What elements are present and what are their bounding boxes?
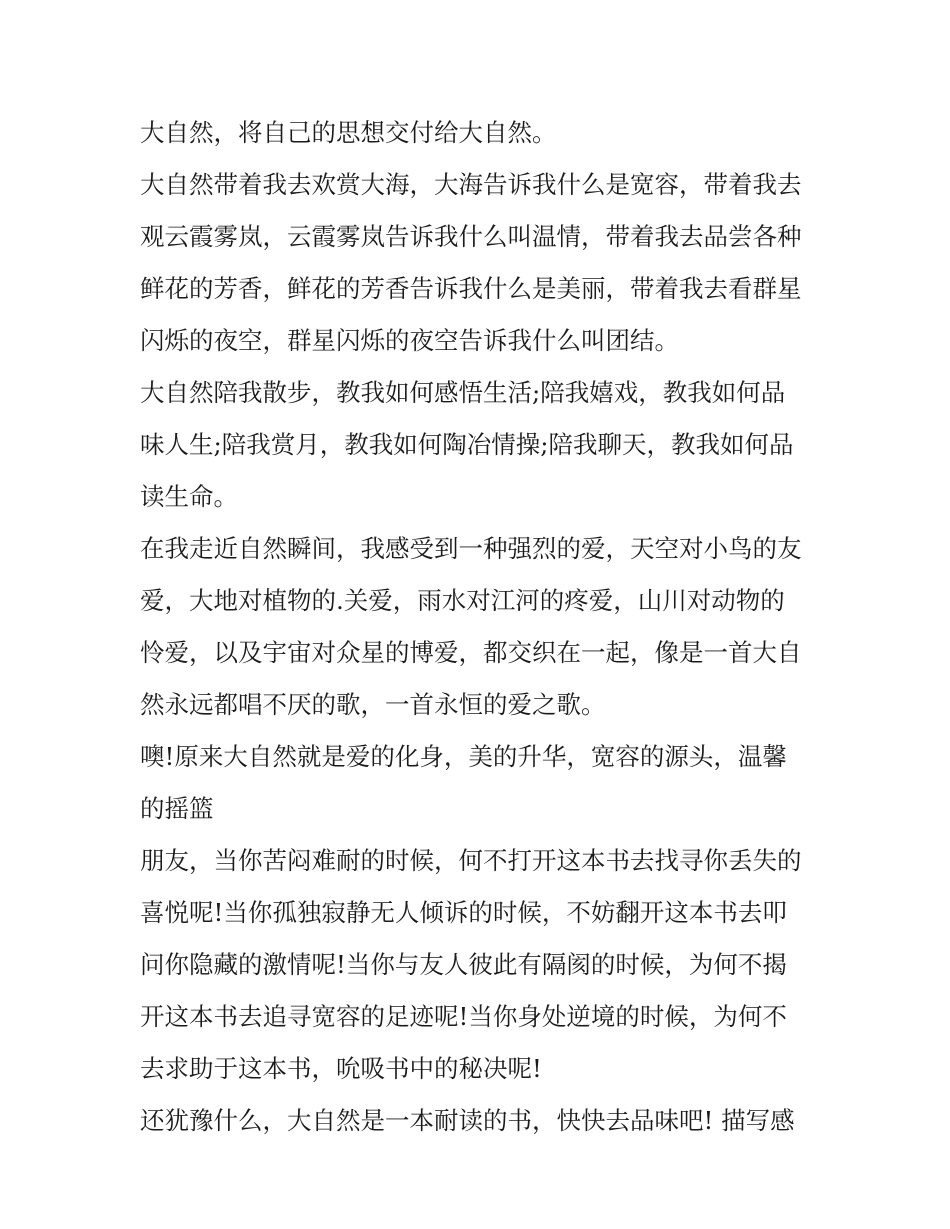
text-line: 开这本书去追寻宽容的足迹呢!当你身处逆境的时候，为何不 (140, 1002, 787, 1031)
text-line: 鲜花的芳香，鲜花的芳香告诉我什么是美丽，带着我去看群星 (140, 274, 802, 303)
document-body (140, 107, 820, 1147)
text-line: 大自然，将自己的思想交付给大自然。 (140, 118, 557, 147)
text-line: 问你隐藏的激情呢!当你与友人彼此有隔阂的时候，为何不揭 (140, 950, 787, 979)
text-line: 味人生;陪我赏月，教我如何陶冶情操;陪我聊天，教我如何品 (140, 430, 794, 459)
text-line: 还犹豫什么，大自然是一本耐读的书，快快去品味吧! 描写感 (140, 1106, 795, 1135)
text-line: 朋友，当你苦闷难耐的时候，何不打开这本书去找寻你丢失的 (140, 846, 802, 875)
text-line: 爱，大地对植物的.关爱，雨水对江河的疼爱，山川对动物的 (140, 586, 785, 615)
text-line: 然永远都唱不厌的歌，一首永恒的爱之歌。 (140, 690, 606, 719)
text-line: 去求助于这本书，吮吸书中的秘决呢! (140, 1054, 542, 1083)
text-line: 在我走近自然瞬间，我感受到一种强烈的爱，天空对小鸟的友 (140, 534, 802, 563)
text-line: 大自然带着我去欢赏大海，大海告诉我什么是宽容，带着我去 (140, 170, 802, 199)
text-line: 噢!原来大自然就是爱的化身，美的升华，宽容的源头，温馨 (140, 742, 787, 771)
text-line: 读生命。 (140, 482, 238, 511)
text-line: 的摇篮 (140, 794, 214, 823)
text-line: 大自然陪我散步，教我如何感悟生活;陪我嬉戏，教我如何品 (140, 378, 786, 407)
text-line: 观云霞雾岚，云霞雾岚告诉我什么叫温情，带着我去品尝各种 (140, 222, 802, 251)
text-line: 闪烁的夜空，群星闪烁的夜空告诉我什么叫团结。 (140, 326, 679, 355)
text-line: 怜爱，以及宇宙对众星的博爱，都交织在一起，像是一首大自 (140, 638, 802, 667)
text-line: 喜悦呢!当你孤独寂静无人倾诉的时候，不妨翻开这本书去叩 (140, 898, 787, 927)
